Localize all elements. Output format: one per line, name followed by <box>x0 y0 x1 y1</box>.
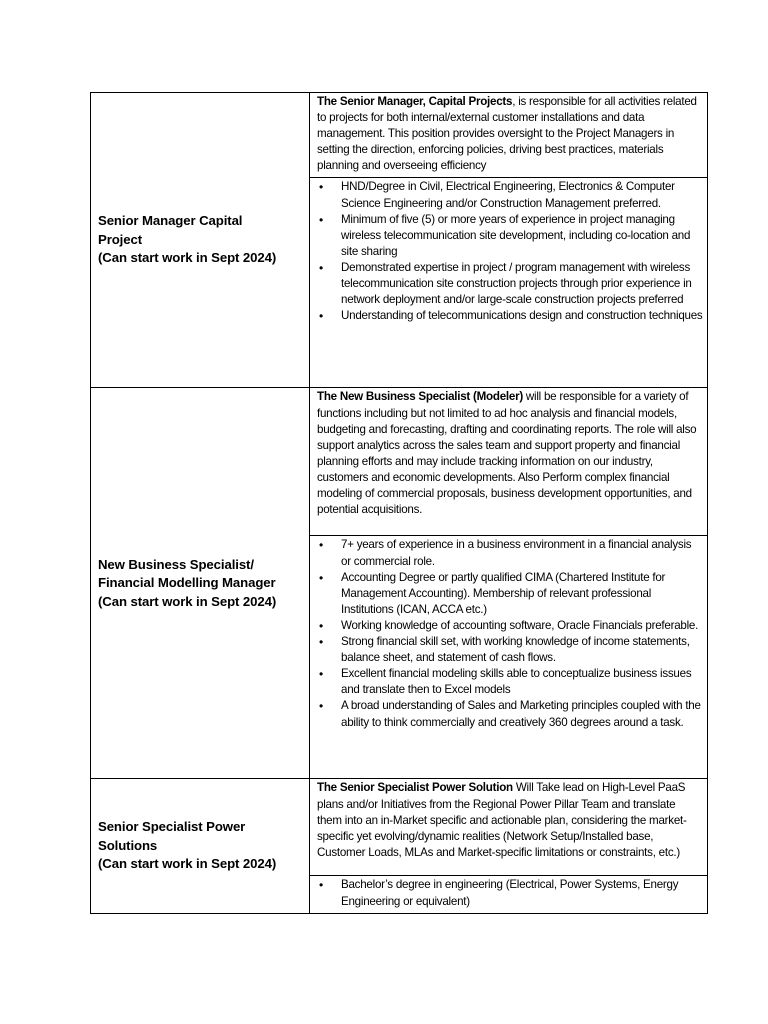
job-summary-cell <box>310 93 708 178</box>
requirement-item: • Working knowledge of accounting software, Oracle Financials preferable. <box>310 618 703 634</box>
job-row-senior-specialist-power-solutions <box>91 779 708 876</box>
job-summary-cell <box>310 779 708 876</box>
requirement-item: • Demonstrated expertise in project / program management with wireless telecommunication site construction projects through prior experience in network deployment and/or large-scale construction projects preferred <box>310 260 703 308</box>
requirement-item: • Understanding of telecommunications design and construction techniques <box>310 308 703 324</box>
job-requirements-cell <box>310 178 708 388</box>
job-summary-text: , is responsible for all activities related to projects for both internal/external customer installations and data management. This position provides oversight to the Project Managers in setting the direction, enforcing policies, driving best practices, materials planning and overseeing efficiency <box>317 95 697 173</box>
job-start-date: (Can start work in Sept 2024) <box>98 856 277 872</box>
requirement-item: • Bachelor’s degree in engineering (Electrical, Power Systems, Energy Engineering or equivalent) <box>310 877 703 909</box>
requirement-item: • HND/Degree in Civil, Electrical Engineering, Electronics & Computer Science Engineering and/or Construction Management preferred. <box>310 179 703 211</box>
job-title-cell <box>91 388 310 779</box>
job-summary-lead: The Senior Manager, Capital Projects <box>317 95 513 108</box>
job-row-new-business-specialist <box>91 388 708 536</box>
job-summary-text: Will Take lead on High-Level PaaS plans and/or Initiatives from the Regional Power Pillar Team and translate them into an in-Market specific and actionable plan, considering the market-specific yet evolving/dynamic realities (Network Setup/Installed base, Customer Loads, MLAs and Market-specific limitations or constraints, etc.) <box>317 781 687 859</box>
job-start-date: (Can start work in Sept 2024) <box>98 593 277 609</box>
job-start-date: (Can start work in Sept 2024) <box>98 250 277 266</box>
job-requirements-cell <box>310 536 708 779</box>
job-title-line: Financial Modelling Manager <box>98 575 276 591</box>
requirement-item: • Minimum of five (5) or more years of experience in project managing wireless telecommunication site development, including co-location and site sharing <box>310 212 703 260</box>
job-title-line: New Business Specialist/ <box>98 556 254 572</box>
requirement-item: • A broad understanding of Sales and Marketing principles coupled with the ability to think commercially and creatively 360 degrees around a task. <box>310 698 703 730</box>
job-title-line: Solutions <box>98 837 158 853</box>
requirements-list <box>310 179 703 324</box>
job-summary-text: will be responsible for a variety of functions including but not limited to ad hoc analysis and financial models, budgeting and forecasting, drafting and coordinating reports. The role will also support analytics across the sales team and support property and financial planning efforts and may include tracking information on our industry, customers and economic developments. Also Perform complex financial modeling of commercial proposals, business development opportunities, and potential acquisitions. <box>317 390 697 517</box>
requirements-list <box>310 877 703 909</box>
requirements-list <box>310 537 703 730</box>
requirement-item: • Strong financial skill set, with working knowledge of income statements, balance sheet, and statement of cash flows. <box>310 634 703 666</box>
job-row-senior-manager-capital-project <box>91 93 708 178</box>
job-title-line: Senior Specialist Power <box>98 819 246 835</box>
requirement-item: • Excellent financial modeling skills able to conceptualize business issues and translate then to Excel models <box>310 666 703 698</box>
job-title-line: Project <box>98 231 143 247</box>
job-openings-table <box>90 92 708 914</box>
job-summary-cell <box>310 388 708 536</box>
job-title-cell <box>91 93 310 388</box>
job-summary-lead: The Senior Specialist Power Solution <box>317 781 513 795</box>
requirement-item: • Accounting Degree or partly qualified CIMA (Chartered Institute for Management Accounting). Membership of relevant professional Institutions (ICAN, ACCA etc.) <box>310 570 703 618</box>
requirement-item: • 7+ years of experience in a business environment in a financial analysis or commercial role. <box>310 537 703 569</box>
job-title-cell <box>91 779 310 913</box>
job-summary-lead: The New Business Specialist (Modeler) <box>317 390 523 404</box>
job-title-line: Senior Manager Capital <box>98 213 243 229</box>
job-requirements-cell <box>310 876 708 913</box>
